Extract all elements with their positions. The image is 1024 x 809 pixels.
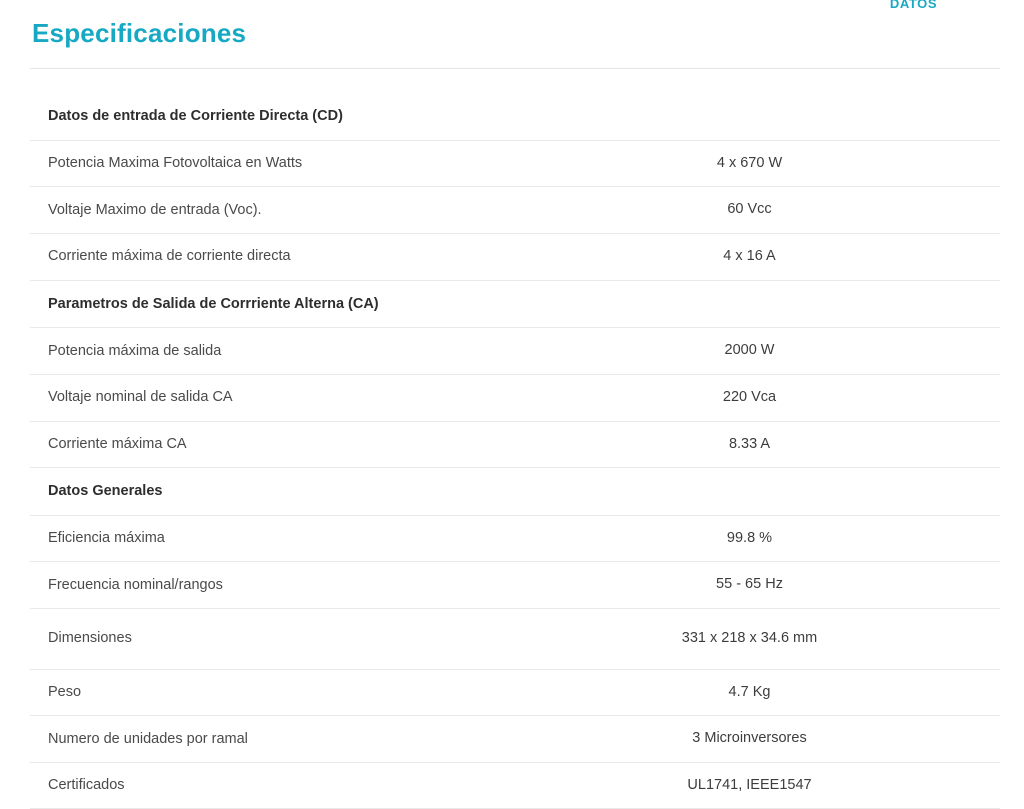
section-value <box>515 280 1000 328</box>
row-label: Eficiencia máxima <box>48 530 165 547</box>
table-section-row <box>30 93 1000 140</box>
row-label: Corriente máxima CA <box>48 435 187 452</box>
table-row <box>30 716 1000 763</box>
row-value: 8.33 A <box>728 435 771 452</box>
row-label: Numero de unidades por ramal <box>48 730 248 747</box>
row-value: UL1741, IEEE1547 <box>687 776 812 793</box>
row-label: Potencia Maxima Fotovoltaica en Watts <box>48 155 303 172</box>
section-value <box>515 468 1000 516</box>
specifications-table-body <box>30 69 1000 809</box>
section-value <box>515 93 1000 140</box>
section-label: Parametros de Salida de Corrriente Alterna (CA) <box>48 295 379 312</box>
table-row <box>30 421 1000 468</box>
row-value: 4.7 Kg <box>728 683 771 700</box>
section-label: Datos de entrada de Corriente Directa (CD) <box>48 108 343 124</box>
table-spacer <box>30 69 1000 93</box>
row-label: Dimensiones <box>48 630 132 647</box>
specifications-header <box>30 0 1000 69</box>
table-row <box>30 515 1000 562</box>
row-label: Frecuencia nominal/rangos <box>48 576 223 593</box>
row-value: 2000 W <box>724 342 775 359</box>
table-row <box>30 140 1000 187</box>
row-value: 55 - 65 Hz <box>716 576 783 593</box>
row-label: Voltaje nominal de salida CA <box>48 389 233 406</box>
table-row <box>30 233 1000 280</box>
row-label: Certificados <box>48 777 125 794</box>
table-row <box>30 328 1000 375</box>
table-row <box>30 669 1000 716</box>
table-row <box>30 187 1000 234</box>
section-label: Datos Generales <box>48 483 163 500</box>
table-row <box>30 762 1000 809</box>
table-section-row <box>30 468 1000 516</box>
table-row <box>30 562 1000 609</box>
row-label: Peso <box>48 683 82 700</box>
table-section-row <box>30 280 1000 328</box>
row-label: Corriente máxima de corriente directa <box>48 248 291 265</box>
table-spacer-cell-left <box>30 69 515 93</box>
page-title: Especificaciones <box>32 18 247 48</box>
row-value: 4 x 670 W <box>716 154 783 171</box>
table-row <box>30 609 1000 670</box>
row-label: Potencia máxima de salida <box>48 342 222 359</box>
row-value: 4 x 16 A <box>723 247 776 264</box>
datos-column-header: DATOS <box>889 0 938 11</box>
table-row <box>30 374 1000 421</box>
row-value: 220 Vca <box>722 388 777 405</box>
row-value: 331 x 218 x 34.6 mm <box>681 630 818 647</box>
row-value: 60 Vcc <box>727 201 772 218</box>
row-value: 99.8 % <box>726 529 773 546</box>
specifications-table <box>30 69 1000 809</box>
row-label: Voltaje Maximo de entrada (Voc). <box>48 201 262 218</box>
row-value: 3 Microinversores <box>692 730 807 747</box>
table-spacer-cell-right <box>515 69 1000 93</box>
